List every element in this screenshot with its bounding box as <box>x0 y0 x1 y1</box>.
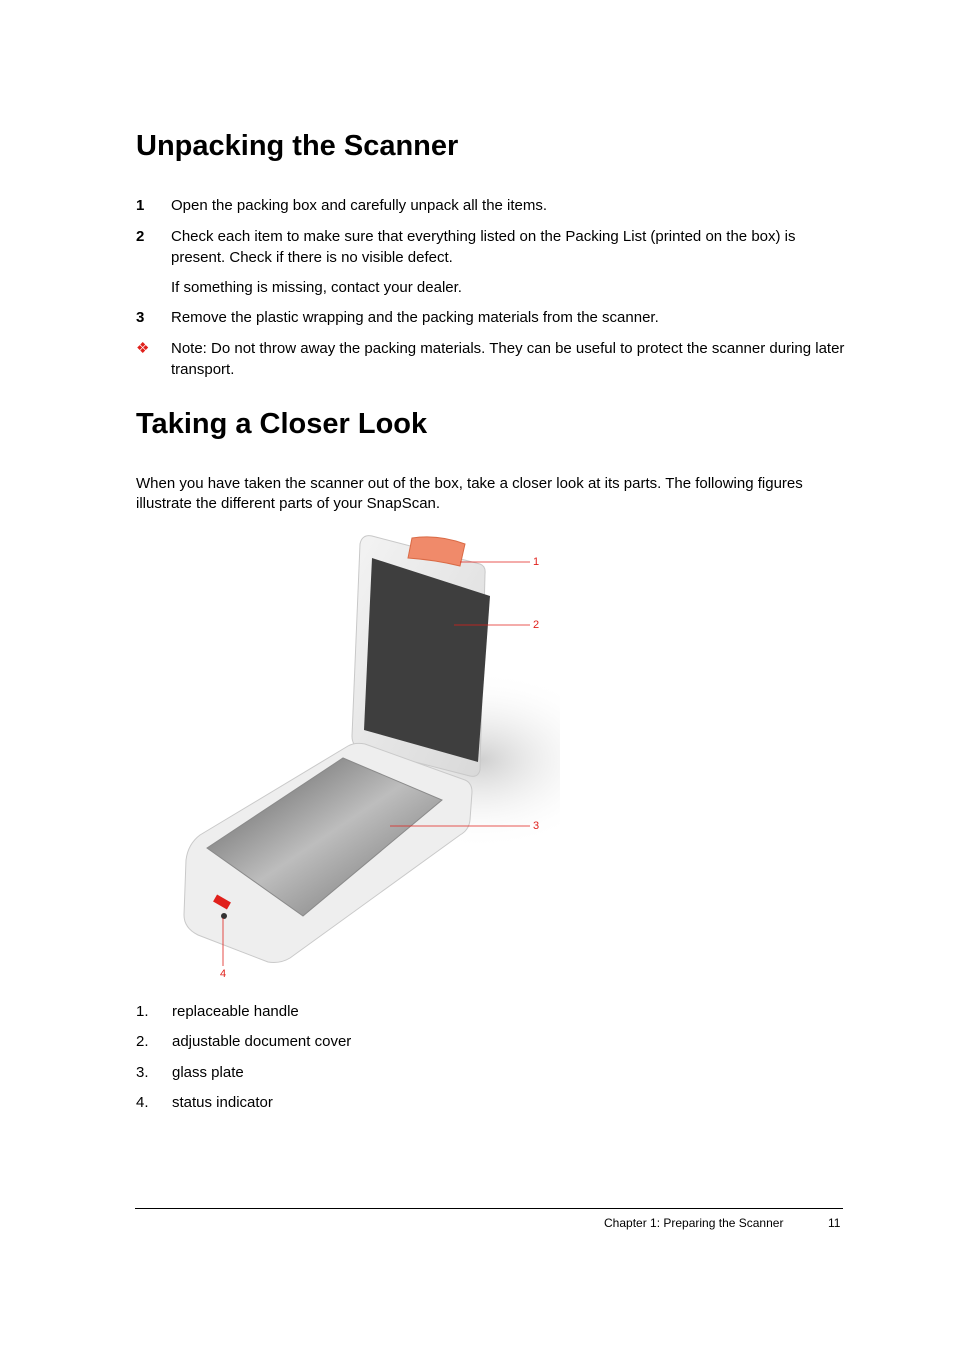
step-text: Remove the plastic wrapping and the packing materials from the scanner. <box>171 309 659 326</box>
step-number: 2 <box>136 228 145 245</box>
footer-chapter: Chapter 1: Preparing the Scanner <box>604 1216 784 1230</box>
step-number: 3 <box>136 309 145 326</box>
step-3 <box>136 307 846 328</box>
callout-4: 4 <box>220 968 227 980</box>
footer-divider <box>135 1208 843 1209</box>
step-2-extra <box>136 277 846 298</box>
note <box>136 338 846 380</box>
list-label: adjustable document cover <box>172 1033 352 1050</box>
callout-1: 1 <box>533 556 540 568</box>
footer-page-number: 11 <box>828 1216 841 1230</box>
diamond-bullet-icon: ❖ <box>136 340 150 357</box>
note-text: Note: Do not throw away the packing materials. They can be useful to protect the scanner during later transport. <box>171 340 845 378</box>
list-label: status indicator <box>172 1094 273 1111</box>
list-number: 2. <box>136 1033 149 1050</box>
step-text: Check each item to make sure that everything listed on the Packing List (printed on the box) is present. Check if there is no visible defect. <box>171 228 796 266</box>
step-2 <box>136 226 846 268</box>
section-heading-unpacking: Unpacking the Scanner <box>136 130 459 162</box>
callout-3: 3 <box>533 820 540 832</box>
step-number: 1 <box>136 197 145 214</box>
step-1 <box>136 195 846 216</box>
scanner-illustration <box>180 530 560 985</box>
section-heading-closer-look: Taking a Closer Look <box>136 408 428 440</box>
intro-paragraph: When you have taken the scanner out of the box, take a closer look at its parts. The following figures illustrate the different parts of your SnapScan. <box>136 475 803 512</box>
status-indicator-light <box>221 913 227 919</box>
callout-2: 2 <box>533 619 540 631</box>
list-number: 1. <box>136 1003 149 1020</box>
step-text: Open the packing box and carefully unpack all the items. <box>171 197 548 214</box>
list-label: replaceable handle <box>172 1003 299 1020</box>
scanner-figure <box>180 530 560 985</box>
list-label: glass plate <box>172 1064 244 1081</box>
list-number: 4. <box>136 1094 149 1111</box>
list-number: 3. <box>136 1064 149 1081</box>
step-extra-text: If something is missing, contact your dealer. <box>171 279 462 296</box>
